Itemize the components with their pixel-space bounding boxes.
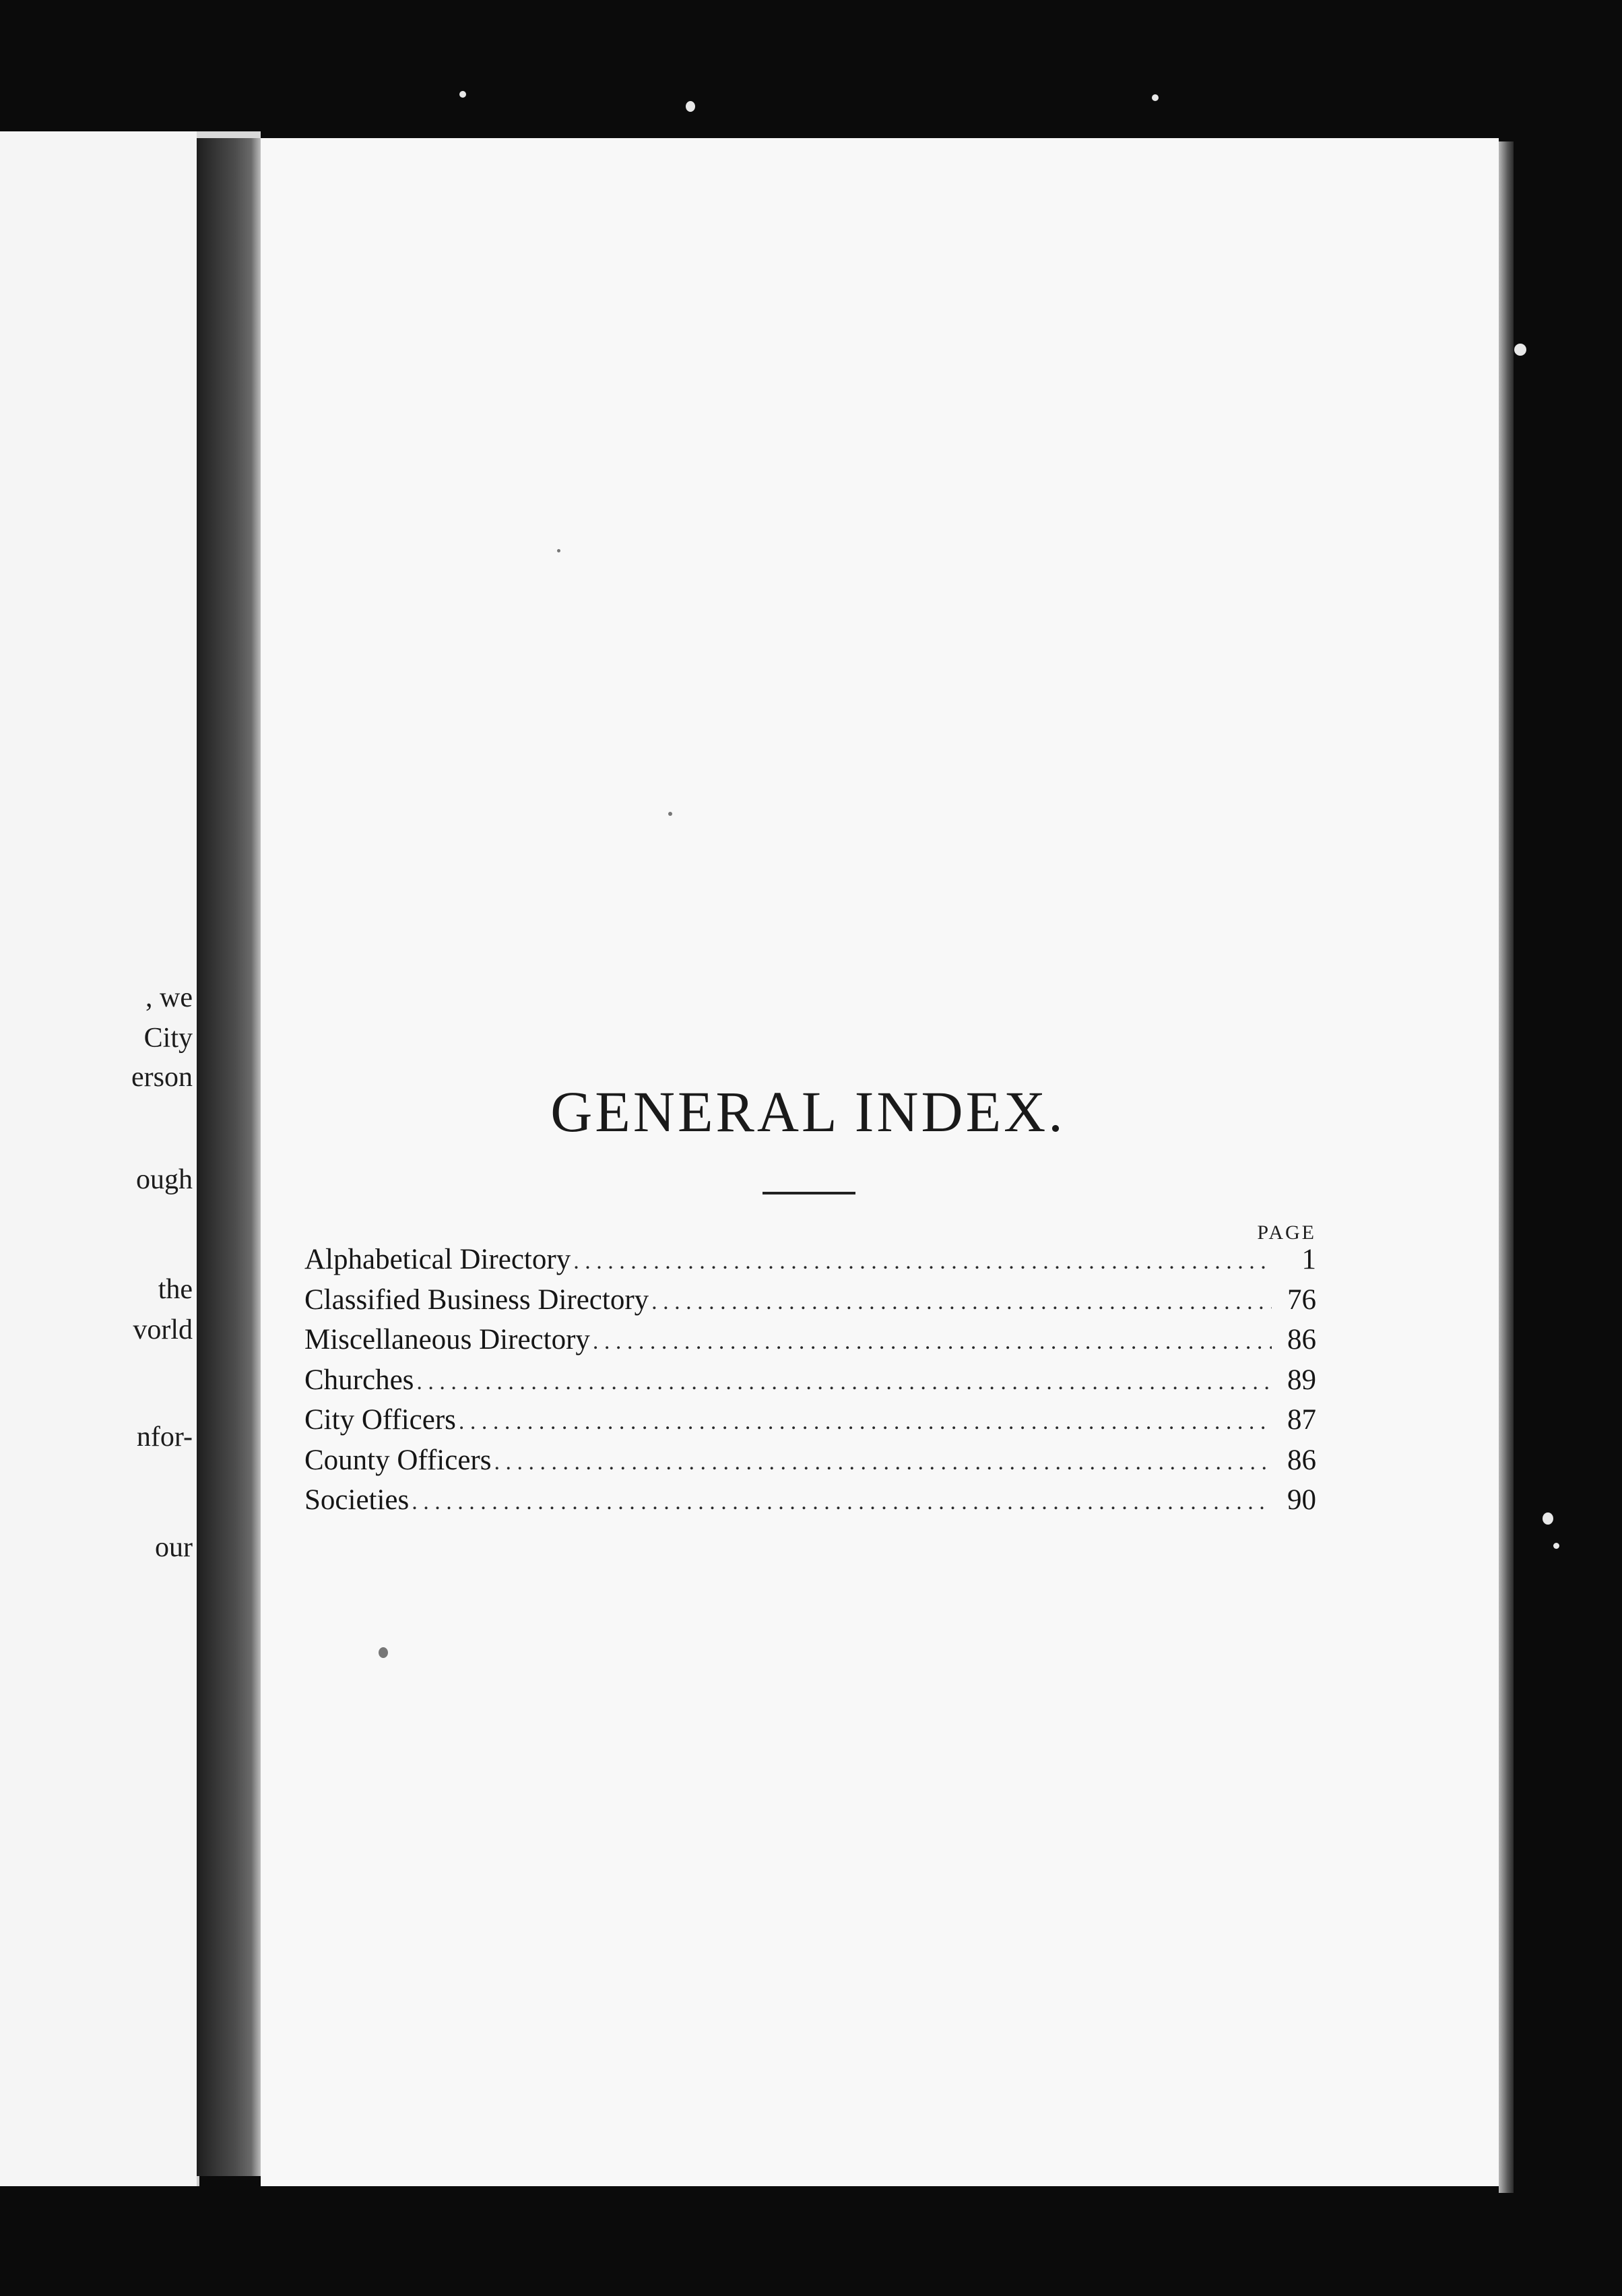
scan-speck <box>1514 344 1526 356</box>
index-entry <box>304 1283 1316 1324</box>
scan-speck <box>1553 1543 1559 1549</box>
paper-speck <box>668 812 672 816</box>
index-entry <box>304 1444 1316 1484</box>
index-entry-page: 87 <box>1287 1404 1316 1436</box>
index-entries <box>304 1243 1316 1524</box>
left-text-fragment: , we <box>145 982 193 1013</box>
index-entry-label: Miscellaneous Directory <box>304 1324 590 1356</box>
index-page <box>261 138 1499 2186</box>
dot-leader <box>412 1490 1272 1515</box>
index-entry-page: 76 <box>1287 1283 1316 1316</box>
index-entry <box>304 1364 1316 1404</box>
index-entry-page: 86 <box>1287 1444 1316 1476</box>
dot-leader <box>459 1409 1272 1435</box>
dot-leader <box>494 1450 1272 1475</box>
left-text-fragment: nfor- <box>136 1422 193 1453</box>
index-entry-label: Classified Business Directory <box>304 1283 649 1316</box>
title-rule <box>763 1192 855 1194</box>
previous-page-fragment <box>0 131 199 2186</box>
dot-leader <box>573 1249 1272 1275</box>
index-entry-label: County Officers <box>304 1444 492 1476</box>
scan-speck <box>686 101 695 112</box>
dot-leader <box>651 1289 1272 1315</box>
page-edge-shadow <box>1499 141 1514 2193</box>
dot-leader <box>593 1329 1272 1355</box>
index-entry-label: Alphabetical Directory <box>304 1244 571 1275</box>
index-entry-label: City Officers <box>304 1404 456 1436</box>
left-text-fragment: City <box>143 1023 193 1054</box>
scan-speck <box>1152 94 1159 101</box>
left-text-fragment: ough <box>136 1164 193 1195</box>
index-entry <box>304 1403 1316 1444</box>
paper-speck <box>557 549 560 552</box>
index-entry-page: 1 <box>1301 1244 1316 1275</box>
index-entry-page: 90 <box>1287 1484 1316 1516</box>
scan-speck <box>1543 1512 1553 1525</box>
index-entry <box>304 1323 1316 1364</box>
page-title: GENERAL INDEX. <box>550 1079 1066 1144</box>
index-entry <box>304 1243 1316 1283</box>
left-text-fragment: the <box>158 1274 193 1305</box>
index-entry-label: Societies <box>304 1484 410 1516</box>
scan-speck <box>459 91 466 98</box>
index-entry-label: Churches <box>304 1364 414 1396</box>
book-gutter-shadow <box>197 138 261 2176</box>
index-entry-page: 86 <box>1287 1324 1316 1356</box>
left-text-fragment: our <box>155 1532 193 1563</box>
left-text-fragment: erson <box>131 1062 193 1093</box>
paper-speck <box>379 1647 388 1658</box>
index-entry <box>304 1484 1316 1524</box>
dot-leader <box>416 1370 1272 1395</box>
left-text-fragment: vorld <box>133 1314 193 1345</box>
index-entry-page: 89 <box>1287 1364 1316 1396</box>
page-column-header: PAGE <box>1257 1221 1316 1244</box>
